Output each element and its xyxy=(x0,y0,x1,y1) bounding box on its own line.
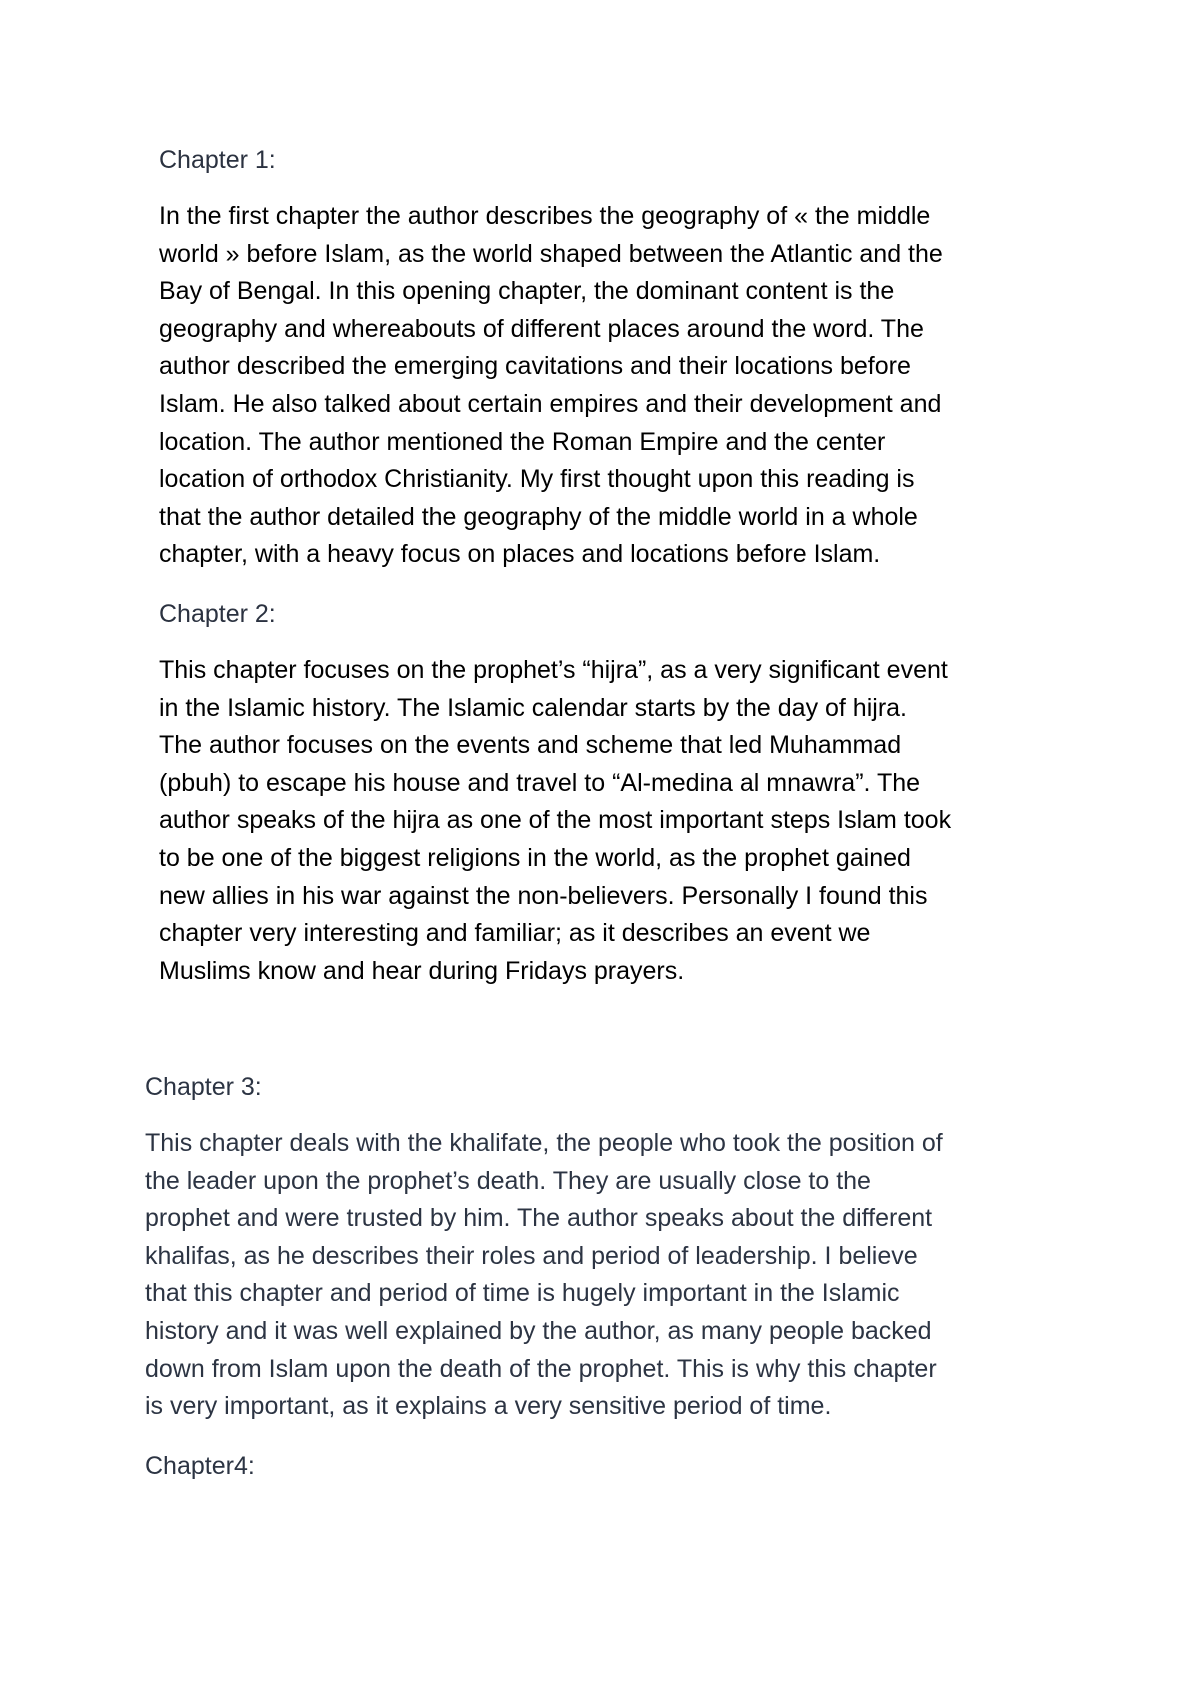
text-line: author speaks of the hijra as one of the most important steps Islam took xyxy=(159,806,952,835)
text-line: location. The author mentioned the Roman Empire and the center xyxy=(159,427,886,456)
text-line: This chapter focuses on the prophet’s “hijra”, as a very significant event xyxy=(159,656,948,684)
text-line: history and it was well explained by the author, as many people backed xyxy=(145,1316,932,1345)
text-line: the leader upon the prophet’s death. They are usually close to the xyxy=(145,1166,871,1195)
text-line: to be one of the biggest religions in the world, as the prophet gained xyxy=(159,843,911,872)
text-line: geography and whereabouts of different places around the word. The xyxy=(159,314,924,343)
text-line: author described the emerging cavitations and their locations before xyxy=(159,352,911,381)
text-line: This chapter deals with the khalifate, the people who took the position of xyxy=(145,1129,943,1157)
text-line: In the first chapter the author describes the geography of « the middle xyxy=(159,202,931,230)
text-line: chapter, with a heavy focus on places and locations before Islam. xyxy=(159,540,881,569)
text-line: new allies in his war against the non-believers. Personally I found this xyxy=(159,881,928,910)
text-line: that this chapter and period of time is hugely important in the Islamic xyxy=(145,1279,900,1308)
text-line: Muslims know and hear during Fridays prayers. xyxy=(159,956,685,985)
chapter-2-heading: Chapter 2: xyxy=(159,600,276,628)
chapter-1-section xyxy=(159,142,1079,574)
text-line: prophet and were trusted by him. The author speaks about the different xyxy=(145,1204,933,1233)
chapter-3-section xyxy=(145,1069,1065,1426)
text-line: Bay of Bengal. In this opening chapter, the dominant content is the xyxy=(159,277,895,306)
chapter-2-paragraph xyxy=(159,652,1079,990)
chapter-1-paragraph xyxy=(159,198,1079,574)
chapter-3-heading: Chapter 3: xyxy=(145,1073,262,1101)
chapter-1-heading: Chapter 1: xyxy=(159,146,276,174)
text-line: khalifas, as he describes their roles and period of leadership. I believe xyxy=(145,1241,918,1270)
text-line: that the author detailed the geography of the middle world in a whole xyxy=(159,502,918,531)
text-line: world » before Islam, as the world shaped between the Atlantic and the xyxy=(159,239,943,268)
chapter-4-section xyxy=(145,1448,1065,1485)
chapter-4-heading: Chapter4: xyxy=(145,1452,255,1480)
text-line: chapter very interesting and familiar; as it describes an event we xyxy=(159,919,871,948)
text-line: The author focuses on the events and scheme that led Muhammad xyxy=(159,731,902,760)
chapter-3-paragraph xyxy=(145,1125,1065,1426)
chapter-2-section xyxy=(159,596,1079,990)
text-line: in the Islamic history. The Islamic calendar starts by the day of hijra. xyxy=(159,693,907,722)
text-line: Islam. He also talked about certain empires and their development and xyxy=(159,389,942,418)
text-line: location of orthodox Christianity. My first thought upon this reading is xyxy=(159,465,915,494)
text-line: (pbuh) to escape his house and travel to “Al-medina al mnawra”. The xyxy=(159,768,921,797)
text-line: down from Islam upon the death of the prophet. This is why this chapter xyxy=(145,1354,937,1383)
text-line: is very important, as it explains a very sensitive period of time. xyxy=(145,1392,832,1421)
